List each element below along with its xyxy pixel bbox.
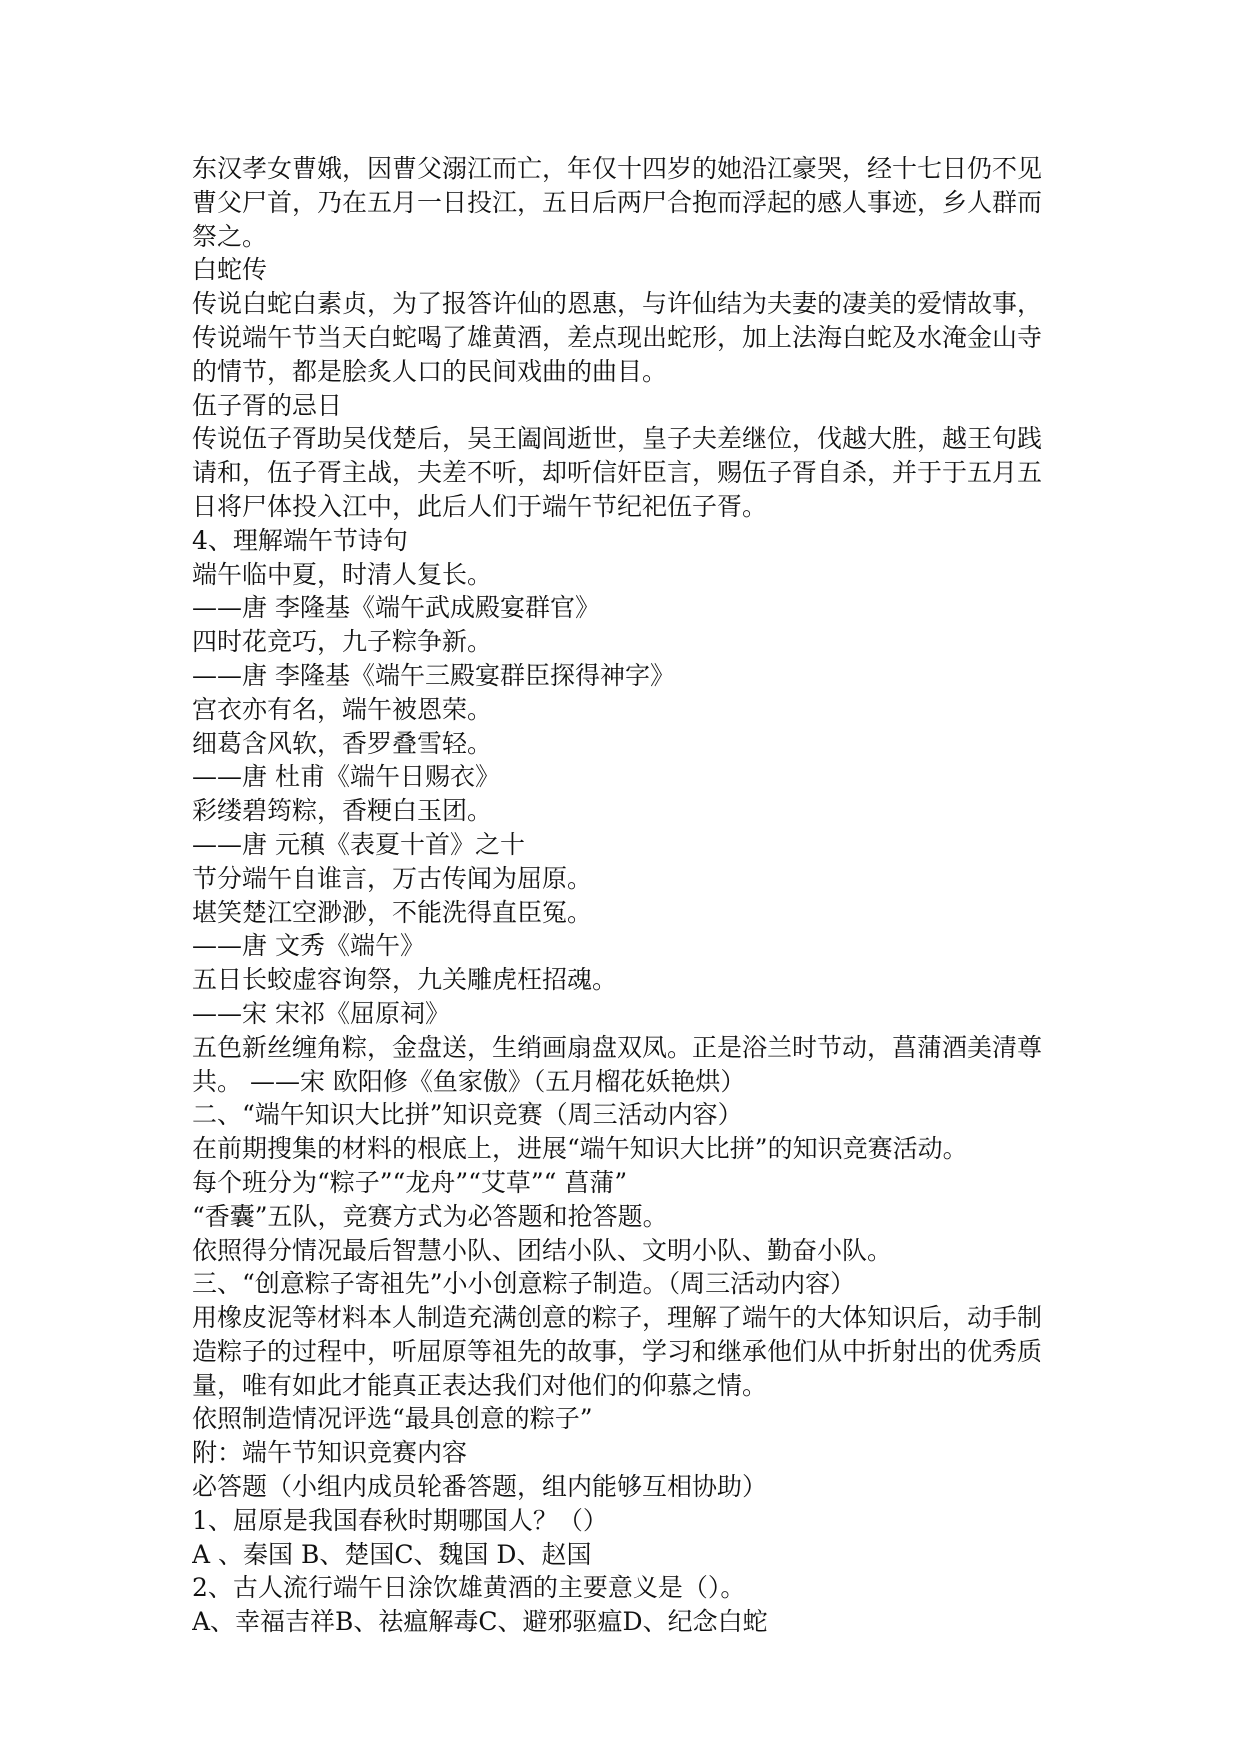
text-line: 用橡皮泥等材料本人制造充满创意的粽子，理解了端午的大体知识后，动手制 [192,1303,1043,1333]
section-heading: 4、理解端午节诗句 [192,525,408,555]
text-line: 依照制造情况评选“最具创意的粽子” [192,1404,593,1434]
text-line: 量，唯有如此才能真正表达我们对他们的仰慕之情。 [192,1370,768,1400]
poem-line: 五色新丝缠角粽，金盘送，生绡画扇盘双凤。正是浴兰时节动，菖蒲酒美清尊 [192,1032,1043,1062]
text-line: 每个班分为“粽子”“龙舟”“艾草”“ 菖蒲” [192,1167,628,1197]
text-line: 请和，伍子胥主战，夫差不听，却听信奸臣言，赐伍子胥自杀，并于于五月五 [192,458,1043,488]
poem-line: 共。 ——宋 欧阳修《鱼家傲》（五月榴花妖艳烘） [192,1066,746,1096]
poem-line: 节分端午自谁言，万古传闻为屈原。 [192,863,593,893]
text-line: 日将尸体投入江中，此后人们于端午节纪祀伍子胥。 [192,491,768,521]
poem-line: 宫衣亦有名，端午被恩荣。 [192,694,493,724]
text-line: 必答题（小组内成员轮番答题，组内能够互相协助） [192,1472,768,1502]
poem-line: 端午临中夏，时清人复长。 [192,559,493,589]
poem-line: 彩缕碧筠粽，香粳白玉团。 [192,796,493,826]
section-heading: 二、“端午知识大比拼”知识竞赛（周三活动内容） [192,1100,743,1130]
quiz-options: A、幸福吉祥B、祛瘟解毒C、避邪驱瘟D、纪念白蛇 [192,1607,768,1637]
quiz-options: A 、秦国 B、楚国C、魏国 D、赵国 [192,1539,592,1569]
section-heading: 伍子胥的忌日 [192,390,343,420]
poem-line: 堪笑楚江空渺渺，不能洗得直臣冤。 [192,897,593,927]
text-line: 传说白蛇白素贞，为了报答许仙的恩惠，与许仙结为夫妻的凄美的爱情故事， [192,289,1043,319]
text-line: 的情节，都是脍炙人口的民间戏曲的曲目。 [192,356,668,386]
poem-attribution: ——唐 李隆基《端午武成殿宴群官》 [192,593,600,623]
section-heading: 白蛇传 [192,255,268,285]
section-heading: 附：端午节知识竞赛内容 [192,1438,468,1468]
text-line: 东汉孝女曹娥，因曹父溺江而亡，年仅十四岁的她沿江豪哭，经十七日仍不见 [192,154,1043,183]
poem-attribution: ——唐 李隆基《端午三殿宴群臣探得神字》 [192,660,675,690]
document-body [192,152,1050,1639]
text-line: 造粽子的过程中，听屈原等祖先的故事，学习和继承他们从中折射出的优秀质 [192,1336,1043,1366]
text-line: 祭之。 [192,221,268,251]
quiz-question: 1、屈原是我国春秋时期哪国人？（） [192,1505,608,1535]
poem-line: 细葛含风软，香罗叠雪轻。 [192,728,493,758]
text-line: 曹父尸首，乃在五月一日投江，五日后两尸合抱而浮起的感人事迹，乡人群而 [192,187,1043,217]
poem-attribution: ——宋 宋祁《屈原祠》 [192,998,450,1028]
poem-line: 五日长蛟虚容询祭，九关雕虎枉招魂。 [192,965,618,995]
poem-attribution: ——唐 杜甫《端午日赐衣》 [192,762,500,792]
text-line: 传说伍子胥助吴伐楚后，吴王阖闾逝世，皇子夫差继位，伐越大胜，越王句践 [192,424,1043,454]
poem-line: 四时花竞巧，九子粽争新。 [192,627,493,657]
poem-attribution: ——唐 元稹《表夏十首》之十 [192,829,525,859]
text-line: 依照得分情况最后智慧小队、团结小队、文明小队、勤奋小队。 [192,1235,893,1265]
section-heading: 三、“创意粽子寄祖先”小小创意粽子制造。（周三活动内容） [192,1269,856,1299]
text-line: “香囊”五队，竞赛方式为必答题和抢答题。 [192,1201,668,1231]
text-line: 在前期搜集的材料的根底上，进展“端午知识大比拼”的知识竞赛活动。 [192,1134,968,1164]
text-line: 传说端午节当天白蛇喝了雄黄酒，差点现出蛇形，加上法海白蛇及水淹金山寺 [192,322,1043,352]
quiz-question: 2、古人流行端午日涂饮雄黄酒的主要意义是（）。 [192,1573,746,1603]
poem-attribution: ——唐 文秀《端午》 [192,931,425,961]
